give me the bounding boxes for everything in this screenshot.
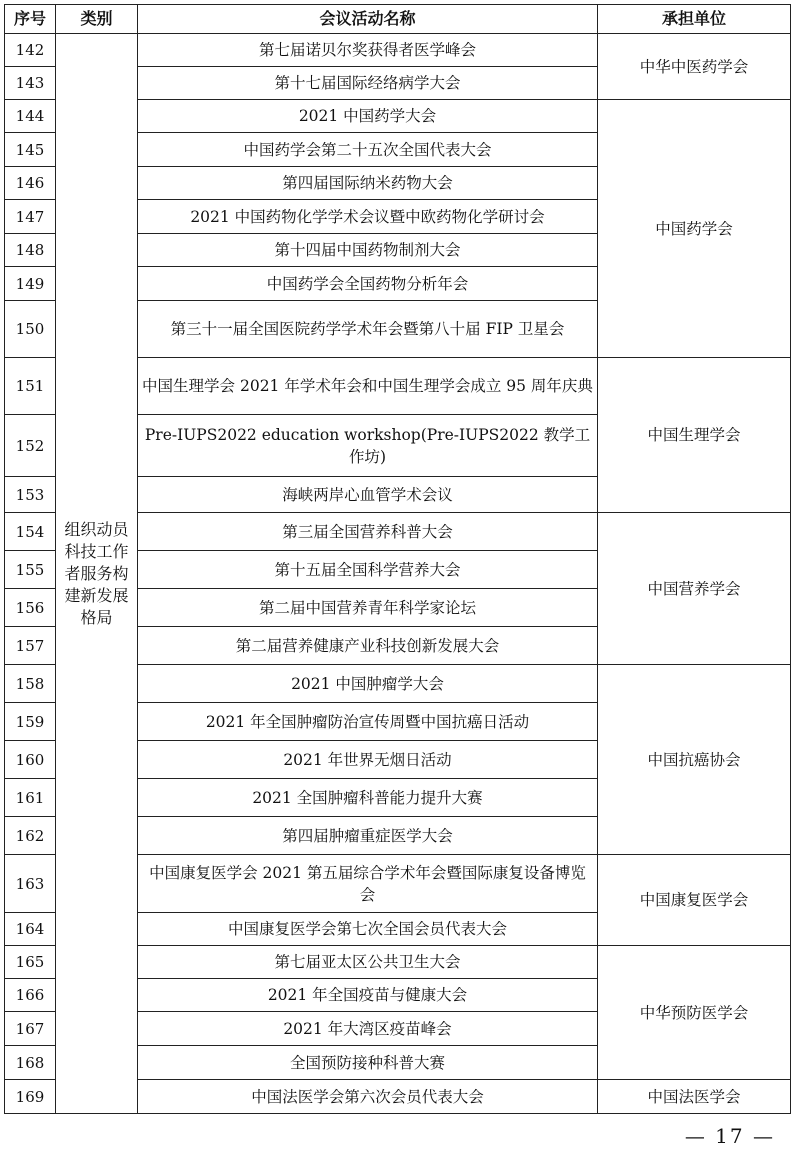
meeting-name: 第十七届国际经络病学大会 — [138, 67, 598, 100]
serial-number: 146 — [5, 167, 56, 200]
meeting-table — [4, 4, 791, 1114]
organizer-unit: 中国康复医学会 — [598, 855, 791, 946]
serial-number: 151 — [5, 358, 56, 415]
meeting-name: 第二届营养健康产业科技创新发展大会 — [138, 627, 598, 665]
organizer-unit: 中国营养学会 — [598, 513, 791, 665]
serial-number: 145 — [5, 133, 56, 167]
serial-number: 165 — [5, 946, 56, 979]
header-meeting-name: 会议活动名称 — [138, 5, 598, 34]
meeting-name: 中国康复医学会第七次全国会员代表大会 — [138, 913, 598, 946]
meeting-name: 第七届诺贝尔奖获得者医学峰会 — [138, 34, 598, 67]
meeting-name: 2021 年大湾区疫苗峰会 — [138, 1012, 598, 1046]
serial-number: 158 — [5, 665, 56, 703]
serial-number: 160 — [5, 741, 56, 779]
serial-number: 153 — [5, 477, 56, 513]
serial-number: 159 — [5, 703, 56, 741]
serial-number: 163 — [5, 855, 56, 913]
serial-number: 148 — [5, 234, 56, 267]
serial-number: 144 — [5, 100, 56, 133]
serial-number: 150 — [5, 301, 56, 358]
meeting-name: 2021 年世界无烟日活动 — [138, 741, 598, 779]
serial-number: 155 — [5, 551, 56, 589]
meeting-name: 中国康复医学会 2021 第五届综合学术年会暨国际康复设备博览会 — [138, 855, 598, 913]
serial-number: 161 — [5, 779, 56, 817]
meeting-name: 海峡两岸心血管学术会议 — [138, 477, 598, 513]
meeting-name: 第三十一届全国医院药学学术年会暨第八十届 FIP 卫星会 — [138, 301, 598, 358]
serial-number: 162 — [5, 817, 56, 855]
meeting-name: 中国药学会全国药物分析年会 — [138, 267, 598, 301]
meeting-name: 2021 年全国肿瘤防治宣传周暨中国抗癌日活动 — [138, 703, 598, 741]
meeting-name: 第十五届全国科学营养大会 — [138, 551, 598, 589]
header-organizer: 承担单位 — [598, 5, 791, 34]
serial-number: 142 — [5, 34, 56, 67]
serial-number: 166 — [5, 979, 56, 1012]
meeting-name: 中国生理学会 2021 年学术年会和中国生理学会成立 95 周年庆典 — [138, 358, 598, 415]
serial-number: 143 — [5, 67, 56, 100]
meeting-name: 全国预防接种科普大赛 — [138, 1046, 598, 1080]
meeting-name: 2021 中国肿瘤学大会 — [138, 665, 598, 703]
serial-number: 147 — [5, 200, 56, 234]
header-category: 类别 — [56, 5, 138, 34]
table-row — [5, 34, 791, 67]
category-cell: 组织动员科技工作者服务构建新发展格局 — [56, 34, 138, 1114]
meeting-name: 中国法医学会第六次会员代表大会 — [138, 1080, 598, 1114]
serial-number: 167 — [5, 1012, 56, 1046]
serial-number: 164 — [5, 913, 56, 946]
organizer-unit: 中国法医学会 — [598, 1080, 791, 1114]
header-serial: 序号 — [5, 5, 56, 34]
meeting-name: 2021 年全国疫苗与健康大会 — [138, 979, 598, 1012]
meeting-name: 第七届亚太区公共卫生大会 — [138, 946, 598, 979]
serial-number: 149 — [5, 267, 56, 301]
serial-number: 154 — [5, 513, 56, 551]
organizer-unit: 中国药学会 — [598, 100, 791, 358]
meeting-name: 2021 全国肿瘤科普能力提升大赛 — [138, 779, 598, 817]
organizer-unit: 中华中医药学会 — [598, 34, 791, 100]
serial-number: 169 — [5, 1080, 56, 1114]
header-row — [5, 5, 791, 34]
meeting-name: 中国药学会第二十五次全国代表大会 — [138, 133, 598, 167]
meeting-name: 第二届中国营养青年科学家论坛 — [138, 589, 598, 627]
meeting-name: 第四届国际纳米药物大会 — [138, 167, 598, 200]
serial-number: 152 — [5, 415, 56, 477]
organizer-unit: 中华预防医学会 — [598, 946, 791, 1080]
meeting-name: 第四届肿瘤重症医学大会 — [138, 817, 598, 855]
serial-number: 156 — [5, 589, 56, 627]
serial-number: 168 — [5, 1046, 56, 1080]
meeting-name: 第三届全国营养科普大会 — [138, 513, 598, 551]
serial-number: 157 — [5, 627, 56, 665]
organizer-unit: 中国抗癌协会 — [598, 665, 791, 855]
meeting-name: Pre-IUPS2022 education workshop(Pre-IUPS2022 教学工作坊) — [138, 415, 598, 477]
meeting-name: 第十四届中国药物制剂大会 — [138, 234, 598, 267]
meeting-name: 2021 中国药学大会 — [138, 100, 598, 133]
organizer-unit: 中国生理学会 — [598, 358, 791, 513]
meeting-name: 2021 中国药物化学学术会议暨中欧药物化学研讨会 — [138, 200, 598, 234]
page-number: — 17 — — [684, 1124, 775, 1148]
